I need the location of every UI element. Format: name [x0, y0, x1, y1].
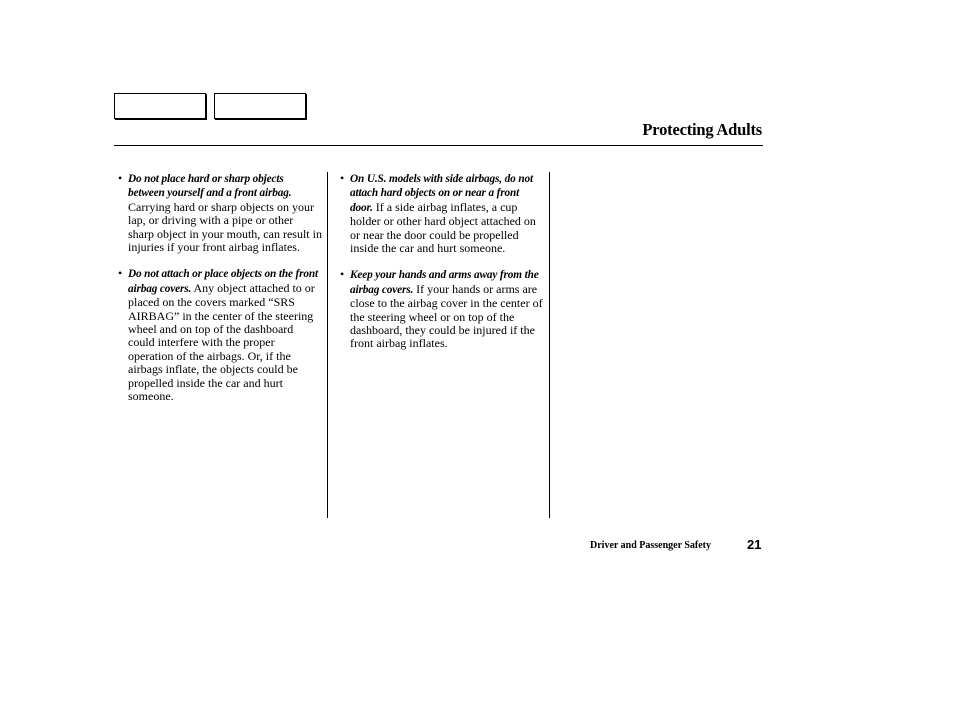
item-lead: Do not attach or place objects on the front airbag covers. — [128, 268, 318, 295]
footer-section-title: Driver and Passenger Safety — [590, 540, 712, 551]
bullet-item — [118, 172, 322, 254]
page-number: 21 — [747, 537, 762, 552]
item-text: If a side airbag inflates, a cup holder or other hard object attached on or near the door could be propelled inside the car and hurt someone. — [350, 199, 536, 256]
bullet-marker: • — [340, 267, 345, 282]
column-divider-1 — [327, 172, 328, 518]
item-text: If your hands or arms are close to the airbag cover in the center of the steering wheel or on top of the dashboard, they could be injured if the front airbag inflates. — [350, 281, 543, 351]
item-text: Any object attached to or placed on the covers marked “SRS AIRBAG” in the center of the steering wheel and on top of the dashboard could interfere with the proper operation of the airbags. Or, if the airbags inflate, the objects could be propelled inside the car and hurt someone. — [128, 280, 315, 404]
column-divider-2 — [549, 172, 550, 518]
item-lead: Keep your hands and arms away from the airbag covers. — [350, 269, 539, 296]
bullet-item — [118, 267, 322, 403]
page-title: Protecting Adults — [642, 120, 762, 139]
text-column-1 — [118, 172, 322, 417]
bullet-marker: • — [118, 266, 123, 281]
bullet-item — [340, 268, 544, 350]
text-column-2 — [340, 172, 544, 364]
header-tab-box-2 — [214, 93, 306, 119]
item-text: Carrying hard or sharp objects on your lap, or driving with a pipe or other sharp object in your mouth, can result in injuries if your front airbag inflates. — [128, 199, 322, 255]
header-tab-box-1 — [114, 93, 206, 119]
item-lead: Do not place hard or sharp objects between yourself and a front airbag. — [128, 173, 292, 200]
bullet-item — [340, 172, 544, 255]
bullet-marker: • — [118, 171, 123, 185]
title-rule — [114, 145, 763, 146]
bullet-marker: • — [340, 171, 345, 185]
item-lead: On U.S. models with side airbags, do not attach hard objects on or near a front door. — [350, 173, 533, 214]
